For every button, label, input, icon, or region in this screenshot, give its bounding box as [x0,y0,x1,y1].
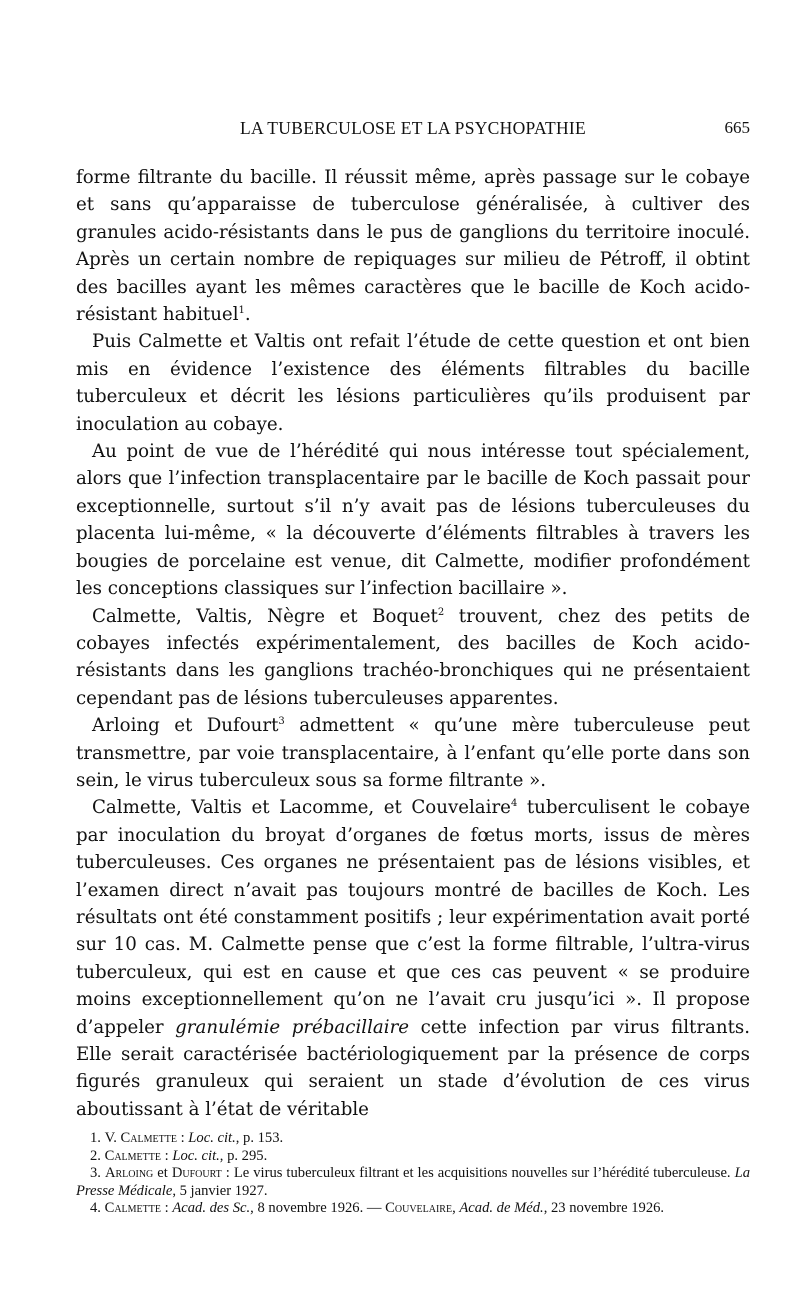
footnote-2: 2. Calmette : Loc. cit., p. 295. [90,1147,268,1164]
running-title: LA TUBERCULOSE ET LA PSYCHOPATHIE [239,118,586,138]
footnote-ref-2: 2 [437,606,445,618]
italic-term: granulémie prébacillaire [175,1016,410,1038]
paragraph-5: Arloing et Dufourt$^3$ admettent « qu’une mère tuberculeuse peut transmettre, par voie transplacentaire, à l’enfant qu’elle porte dans son sein, le virus tuberculeux sous sa forme filtrante ». [76,715,750,791]
footnote-ref-1: 1 [238,304,245,316]
paragraph-2: Puis Calmette et Valtis ont refait l’étude de cette question et ont bien mis en évidence l’existence des éléments filtrables du bacille tuberculeux et décrit les lésions particulières qu’ils produisent par inoculation au cobaye. [76,331,750,435]
paragraph-4: Calmette, Valtis, Nègre et Boquet$^2$ trouvent, chez des petits de cobayes infectés expérimentalement, des bacilles de Koch acido-résistants dans les ganglions trachéo-bronchiques qui ne présentaient cependant pas de lésions tuberculeuses apparentes. [76,605,750,709]
page-number: 665 [724,118,750,137]
page-header [76,118,750,148]
main-text [76,164,750,1123]
paragraph-6: Calmette, Valtis et Lacomme, et Couvelaire$^4$ tuberculisent le cobaye par inoculation du broyat d’organes de fœtus morts, issus de mères tuberculeuses. Ces organes ne présentaient pas de lésions visibles, et l’examen direct n’avait pas toujours montré de bacilles de Koch. Les résultats ont été constamment positifs ; leur expérimentation avait porté sur 10 cas. M. Calmette pense que c’est la forme filtrable, l’ultra-virus tuberculeux, qui est en cause et que ces cas peuvent « se produire moins exceptionnellement qu’on ne l’avait cru jusqu’ici ». Il propose d’appeler granulémie prébacillaire cette infection par virus filtrants. Elle serait caractérisée bactériologiquement par la présence de corps figurés granuleux qui seraient un stade d’évolution de ces virus aboutissant à l’état de véritable [76,797,751,1120]
paragraph-3: Au point de vue de l’hérédité qui nous intéresse tout spécialement, alors que l’infection transplacentaire par le bacille de Koch passait pour exceptionnelle, surtout s’il n’y avait pas de lésions tuberculeuses du placenta lui-même, « la découverte d’éléments filtrables à travers les bougies de porcelaine est venue, dit Calmette, modifier profondément les conceptions classiques sur l’infection bacillaire ». [76,441,750,600]
footnote-4: 4. Calmette : Acad. des Sc., 8 novembre 1926. — Couvelaire, Acad. de Méd., 23 novembre 1926. [90,1200,665,1217]
footnote-ref-3: 3 [278,716,285,728]
footnote-1: 1. V. Calmette : Loc. cit., p. 153. [90,1130,284,1146]
paragraph-1: forme filtrante du bacille. Il réussit même, après passage sur le cobaye et sans qu’apparaisse de tuberculose généralisée, à cultiver des granules acido-résistants dans le pus de ganglions du territoire inoculé. Après un certain nombre de repiquages sur milieu de Pétroff, il obtint des bacilles ayant les mêmes caractères que le bacille de Koch acido-résistant habituel$^1$. [76,167,750,326]
footnote-3: 3. Arloing et Dufourt : Le virus tuberculeux filtrant et les acquisitions nouvelles sur l’hérédité tuberculeuse. La Presse Médicale, 5 janvier 1927. [76,1165,750,1199]
footnote-ref-4: 4 [510,798,518,810]
footnotes [76,1130,750,1218]
